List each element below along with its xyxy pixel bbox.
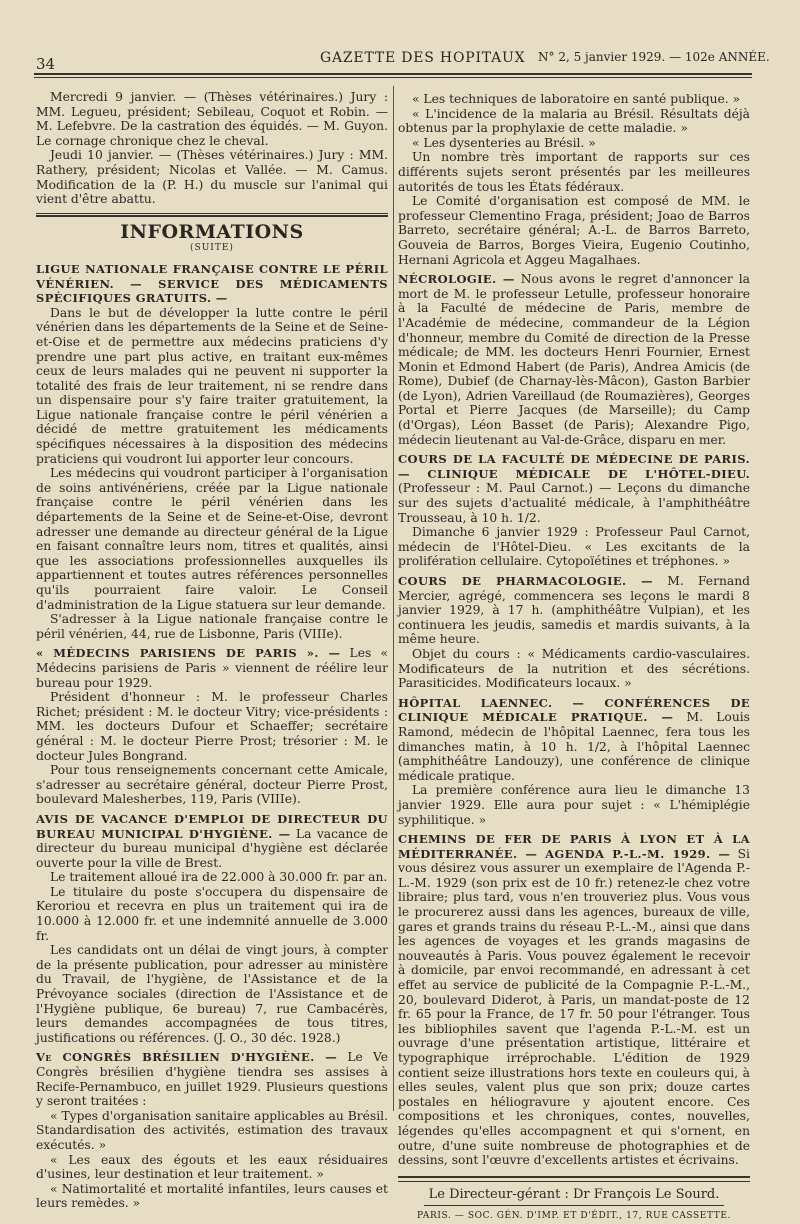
- congres-continuation: Le Comité d'organisation est composé de MM. le professeur Clementino Fraga, président; Joao de Barros Barreto, secrétaire général; A.-L. de Barros Barreto, Gouveia de Barros, Borges Vieira, Eugenio Coutinho, Hernani Agricola et Aggeu Magalhaes.: [398, 194, 750, 267]
- section-rule-thick: [36, 215, 388, 217]
- section-rule: [36, 213, 388, 214]
- ligue-paragraph: Dans le but de développer la lutte contre le péril vénérien dans les départements de la Seine et de Seine-et-Oise et de permettre aux médecins praticiens d'y prendre une part plus active, en traitant eux-mêmes ceux de leurs malades qui ne peuvent ni supporter la totalité des frais de leur traitement, ni se rendre dans un dispensaire pour s'y faire traiter gratuitement, la Ligue nationale française contre le péril vénérien a décidé de mettre gratuitement les médicaments spécifiques nécessaires à la disposition des médecins praticiens qui voudront lui apporter leur concours.: [36, 305, 388, 466]
- congres-heading: Ve CONGRÈS BRÉSILIEN D'HYGIÈNE. —: [36, 1050, 338, 1065]
- congres-continuation: « Les techniques de laboratoire en santé publique. »: [412, 92, 741, 106]
- running-title: GAZETTE DES HOPITAUX: [320, 50, 526, 66]
- cours-faculte-paragraph: Dimanche 6 janvier 1929 : Professeur Paul Carnot, médecin de l'Hôtel-Dieu. « Les excitants de la prolifération cellulaire. Cytopoïétines et tréphones. »: [398, 525, 750, 569]
- page-number: 34: [36, 55, 56, 73]
- director-manager: Le Directeur-gérant : Dr François Le Sourd.: [428, 1186, 720, 1202]
- footer-rule: [398, 1176, 750, 1178]
- header-rule: [34, 73, 752, 75]
- congres-continuation: « Les dysenteries au Brésil. »: [412, 135, 596, 150]
- pharmacologie-heading: COURS DE PHARMACOLOGIE. —: [398, 574, 654, 588]
- pharmacologie-paragraph: COURS DE PHARMACOLOGIE. — M. Fernand Mercier, agrégé, commencera ses leçons le mardi 8 janvier 1929, à 17 h. (amphithéâtre Vulpian), et les continuera les jeudis, samedis et mardis suivants, à la même heure.: [398, 574, 750, 647]
- right-column: [398, 92, 750, 1224]
- thesis-entry-thursday: Jeudi 10 janvier. — (Thèses vétérinaires.) Jury : MM. Rathery, président; Nicolas et Vallée. — M. Camus. Modification de la (P. H.) du muscle sur l'animal qui vient d'être abattu.: [36, 148, 388, 207]
- left-column: [36, 90, 388, 1211]
- thesis-entry-wednesday: Mercredi 9 janvier. — (Thèses vétérinaires.) Jury : MM. Legueu, président; Sebileau, Coquot et Robin. — M. Lefebvre. De la castration des équidés. — M. Guyon. Le cornage chronique chez le cheval.: [36, 90, 388, 148]
- section-subtitle: (SUITE): [190, 243, 234, 254]
- plm-heading: CHEMINS DE FER DE PARIS À LYON ET À LA MÉDITERRANÉE. — AGENDA P.-L.-M. 1929. —: [398, 832, 750, 861]
- avis-paragraph: Le traitement alloué ira de 22.000 à 30.000 fr. par an.: [50, 870, 388, 885]
- pharmacologie-paragraph: Objet du cours : « Médicaments cardio-vasculaires. Modificateurs de la nutrition et des sécrétions. Parasiticides. Modificateurs locaux. »: [398, 646, 750, 691]
- medecins-paragraph: Président d'honneur : M. le professeur Charles Richet; président : M. le docteur Vitry; vice-présidents : MM. les docteurs Dufour et Schaeffer; secrétaire général : M. le docteur Pierre Prost; trésorier : M. le docteur Jules Bongrand.: [36, 690, 388, 763]
- congres-paragraph: Ve CONGRÈS BRÉSILIEN D'HYGIÈNE. — Le Ve Congrès brésilien d'hygiène tiendra ses assises à Recife-Pernambuco, en juillet 1929. Plusieurs questions y seront traitées :: [36, 1050, 388, 1109]
- congres-paragraph: « Natimortalité et mortalité infantiles, leurs causes et leurs remèdes. »: [36, 1181, 388, 1211]
- printer-imprint: PARIS. — SOC. GÉN. D'IMP. ET D'ÉDIT., 17, RUE CASSETTE.: [417, 1211, 731, 1222]
- plm-paragraph: CHEMINS DE FER DE PARIS À LYON ET À LA MÉDITERRANÉE. — AGENDA P.-L.-M. 1929. — Si vous désirez vous assurer un exemplaire de l'Agenda P.-L.-M. 1929 (son prix est de 10 fr.) retenez-le chez votre libraire; plus tard, vous n'en trouveriez plus. Vous vous le procurerez aussi dans les agences, bureaux de ville, gares et grands trains du réseau P.-L.-M., ainsi que dans les agences de voyages et les grands magasins de nouveautés à Paris. Vous pouvez également le recevoir à domicile, par envoi recommandé, en adressant à cet effet au service de publicité de la Compagnie P.-L.-M., 20, boulevard Diderot, à Paris, un mandat-poste de 12 fr. 65 pour la France, de 17 fr. 50 pour l'étranger. Tous les bibliophiles savent que l'agenda P.-L.-M. est un ouvrage d'une présentation artistique, littéraire et typographique irréprochable. L'édition de 1929 contient seize illustrations hors texte en couleurs qui, à elles seules, valent plus que son prix; douze cartes postales en héliogravure y ajoutent encore. Ces compositions et les chroniques, contes, nouvelles, légendes qu'elles accompagnent et qui s'ornent, en outre, d'une suite nombreuse de photographies et de dessins, sont l'œuvre d'excellents artistes et écrivains.: [398, 832, 750, 1168]
- medecins-paragraph: « MÉDECINS PARISIENS DE PARIS ». — Les « Médecins parisiens de Paris » viennent de réélire leur bureau pour 1929.: [36, 646, 389, 690]
- column-divider: [393, 86, 394, 1111]
- gerant-rule: [424, 1205, 724, 1206]
- medecins-paragraph: Pour tous renseignements concernant cette Amicale, s'adresser au secrétaire général, docteur Pierre Prost, boulevard Malesherbes, 119, Paris (VIIIe).: [36, 763, 388, 807]
- footer-rule-thin: [398, 1181, 750, 1182]
- avis-heading: AVIS DE VACANCE D'EMPLOI DE DIRECTEUR DU BUREAU MUNICIPAL D'HYGIÈNE. —: [36, 811, 388, 841]
- header-rule-thin: [34, 77, 752, 78]
- issue-info: N° 2, 5 janvier 1929. — 102e ANNÉE.: [538, 50, 770, 64]
- ligue-paragraph: S'adresser à la Ligue nationale française contre le péril vénérien, 44, rue de Lisbonne, Paris (VIIIe).: [36, 612, 388, 641]
- avis-paragraph: Le titulaire du poste s'occupera du dispensaire de Keroriou et recevra en plus un traitement qui ira de 10.000 à 12.000 fr. et une indemnité annuelle de 3.000 fr.: [36, 884, 388, 943]
- ligue-heading: LIGUE NATIONALE FRANÇAISE CONTRE LE PÉRIL VÉNÉRIEN. — SERVICE DES MÉDICAMENTS SPÉCIFIQUES GRATUITS. —: [36, 261, 388, 306]
- necrologie-heading: NÉCROLOGIE. —: [398, 272, 515, 287]
- avis-paragraph: AVIS DE VACANCE D'EMPLOI DE DIRECTEUR DU BUREAU MUNICIPAL D'HYGIÈNE. — La vacance de directeur du bureau municipal d'hygiène est déclarée ouverte pour la ville de Brest.: [36, 811, 388, 870]
- laennec-heading: HÔPITAL LAENNEC. — CONFÉRENCES DE CLINIQUE MÉDICALE PRATIQUE. —: [398, 695, 750, 725]
- laennec-paragraph: HÔPITAL LAENNEC. — CONFÉRENCES DE CLINIQUE MÉDICALE PRATIQUE. — M. Louis Ramond, médecin de l'hôpital Laennec, fera tous les dimanches matin, à 10 h. 1/2, à l'hôpital Laennec (amphithéâtre Landouzy), une conférence de clinique médicale pratique.: [398, 695, 750, 783]
- cours-faculte-heading: COURS DE LA FACULTÉ DE MÉDECINE DE PARIS. — CLINIQUE MÉDICALE DE L'HÔTEL-DIEU.: [398, 452, 750, 481]
- medecins-heading: « MÉDECINS PARISIENS DE PARIS ». —: [36, 646, 341, 661]
- avis-paragraph: Les candidats ont un délai de vingt jours, à compter de la présente publication, pour adresser au ministère du Travail, de l'hygiène, de l'Assistance et de la Prévoyance sociales (direction de l'Assistance et de l'Hygiène publique, 6e bureau) 7, rue Cambacérès, leurs demandes accompagnées de tous titres, justifications ou références. (J. O., 30 déc. 1928.): [36, 943, 388, 1045]
- congres-paragraph: « Types d'organisation sanitaire applicables au Brésil. Standardisation des activités, estimation des travaux exécutés. »: [36, 1108, 388, 1152]
- section-title: INFORMATIONS: [120, 220, 304, 243]
- necrologie-paragraph: NÉCROLOGIE. — Nous avons le regret d'annoncer la mort de M. le professeur Letulle, professeur honoraire à la Faculté de médecine de Paris, membre de l'Académie de médecine, commandeur de la Légion d'honneur, membre du Comité de direction de la Presse médicale; de MM. les docteurs Henri Fournier, Ernest Monin et Edmond Habert (de Paris), Andrea Amicis (de Rome), Dubief (de Charnay-lès-Mâcon), Gaston Barbier (de Lyon), Adrien Vareillaud (de Roumazières), Georges Portal et Pierre Jacques (de Marseille); du Camp (d'Orgas), Léon Basset (de Paris); Alexandre Pigo, médecin lieutenant au Val-de-Grâce, disparu en mer.: [398, 272, 750, 447]
- congres-paragraph: « Les eaux des égouts et les eaux résiduaires d'usines, leur destination et leur traitement. »: [36, 1152, 388, 1182]
- ligue-paragraph: Les médecins qui voudront participer à l'organisation de soins antivénériens, créée par la Ligue nationale française contre le péril vénérien dans les départements de la Seine et de Seine-et-Oise, devront adresser une demande au directeur général de la Ligue en faisant connaître leurs nom, titres et qualités, ainsi que les associations professionnelles auxquelles ils appartiennent et toutes autres références personnelles qu'ils pourraient faire valoir. Le Conseil d'administration de la Ligue statuera sur leur demande.: [36, 466, 388, 612]
- congres-continuation: « L'incidence de la malaria au Brésil. Résultats déjà obtenus par la prophylaxie de cette maladie. »: [398, 106, 750, 136]
- congres-continuation: Un nombre très important de rapports sur ces différents sujets seront présentés par les meilleures autorités de tous les États fédéraux.: [398, 150, 750, 194]
- cours-faculte-paragraph: COURS DE LA FACULTÉ DE MÉDECINE DE PARIS. — CLINIQUE MÉDICALE DE L'HÔTEL-DIEU. (Professeur : M. Paul Carnot.) — Leçons du dimanche sur des sujets d'actualité médicale, à l'amphithéâtre Trousseau, à 10 h. 1/2.: [398, 452, 750, 525]
- laennec-paragraph: La première conférence aura lieu le dimanche 13 janvier 1929. Elle aura pour sujet : « L'hémiplégie syphilitique. »: [398, 783, 750, 827]
